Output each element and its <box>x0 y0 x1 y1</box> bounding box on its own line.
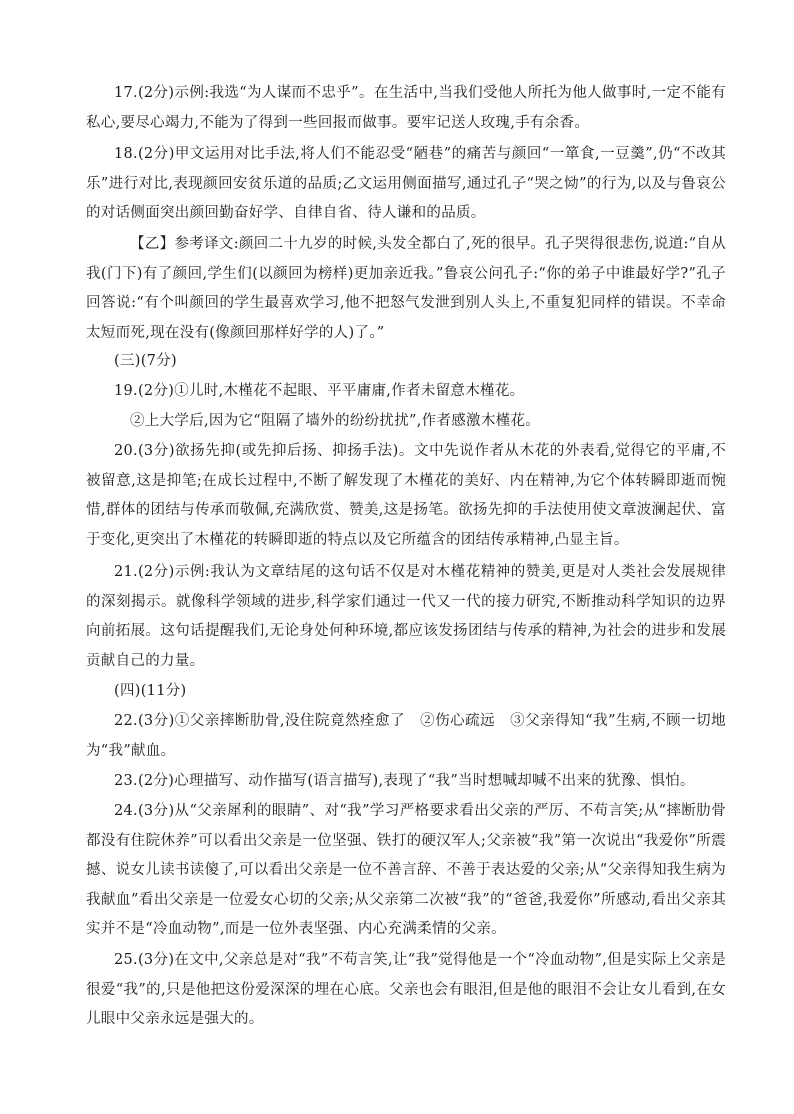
answer-19-part2: ②上大学后,因为它“阻隔了墙外的纷纷扰扰”,作者感激木槿花。 <box>130 413 541 429</box>
answer-24: 24.(3分)从“父亲犀利的眼睛”、对“我”学习严格要求看出父亲的严厉、不苟言笑;从“摔断肋骨都没有住院休养”可以看出父亲是一位坚强、铁打的硬汉军人;父亲被“我”第一次说出“我爱你”所震撼、说女儿读书读傻了,可以看出父亲是一位不善言辞、不善于表达爱的父亲;从“父亲得知我生病为我献血”看出父亲是一位爱女心切的父亲;从父亲第二次被“我”的“爸爸,我爱你”所感动,看出父亲其实并不是“冷血动物”,而是一位外表坚强、内心充满柔情的父亲。 <box>86 803 726 937</box>
answer-19-part1: 19.(2分)①儿时,木槿花不起眼、平平庸庸,作者未留意木槿花。 <box>114 383 525 399</box>
section-4-heading: (四)(11分) <box>114 683 187 699</box>
answer-17: 17.(2分)示例:我选“为人谋而不忠乎”。在生活中,当我们受他人所托为他人做事时,一定不能有私心,要尽心竭力,不能为了得到一些回报而做事。要牢记送人玫瑰,手有余香。 <box>86 85 726 131</box>
answer-23: 23.(2分)心理描写、动作描写(语言描写),表现了“我”当时想喊却喊不出来的犹豫、惧怕。 <box>114 773 695 789</box>
answer-21: 21.(2分)示例:我认为文章结尾的这句话不仅是对木槿花精神的赞美,更是对人类社会发展规律的深刻揭示。就像科学领域的进步,科学家们通过一代又一代的接力研究,不断推动科学知识的边界向前拓展。这句话提醒我们,无论身处何种环境,都应该发扬团结与传承的精神,为社会的进步和发展贡献自己的力量。 <box>86 564 726 669</box>
answer-20: 20.(3分)欲扬先抑(或先抑后扬、抑扬手法)。文中先说作者从木花的外表看,觉得它的平庸,不被留意,这是抑笔;在成长过程中,不断了解发现了木槿花的美好、内在精神,为它个体转瞬即逝而惋惜,群体的团结与传承而敬佩,充满欣赏、赞美,这是扬笔。欲扬先抑的手法使用使文章波澜起伏、富于变化,更突出了木槿花的转瞬即逝的特点以及它所蕴含的团结传承精神,凸显主旨。 <box>86 443 726 548</box>
answer-22: 22.(3分)①父亲摔断肋骨,没住院竟然痊愈了 ②伤心疏远 ③父亲得知“我”生病,不顾一切地为“我”献血。 <box>86 713 726 759</box>
section-3-heading: (三)(7分) <box>114 353 177 369</box>
translation-paragraph: 【乙】参考译文:颜回二十九岁的时候,头发全都白了,死的很早。孔子哭得很悲伤,说道:“自从我(门下)有了颜回,学生们(以颜回为榜样)更加亲近我。”鲁哀公问孔子:“你的弟子中谁最好学?”孔子回答说:“有个叫颜回的学生最喜欢学习,他不把怒气发泄到别人头上,不重复犯同样的错误。不幸命太短而死,现在没有(像颜回那样好学的人)了。” <box>86 236 726 341</box>
answer-25: 25.(3分)在文中,父亲总是对“我”不苟言笑,让“我”觉得他是一个“冷血动物”,但是实际上父亲是很爱“我”的,只是他把这份爱深深的埋在心底。父亲也会有眼泪,但是他的眼泪不会让女儿看到,在女儿眼中父亲永远是强大的。 <box>86 952 726 1027</box>
answer-18: 18.(2分)甲文运用对比手法,将人们不能忍受“陋巷”的痛苦与颜回“一箪食,一豆羹”,仍“不改其乐”进行对比,表现颜回安贫乐道的品质;乙文运用侧面描写,通过孔子“哭之恸”的行为,以及与鲁哀公的对话侧面突出颜回勤奋好学、自律自省、待人谦和的品质。 <box>86 146 726 221</box>
